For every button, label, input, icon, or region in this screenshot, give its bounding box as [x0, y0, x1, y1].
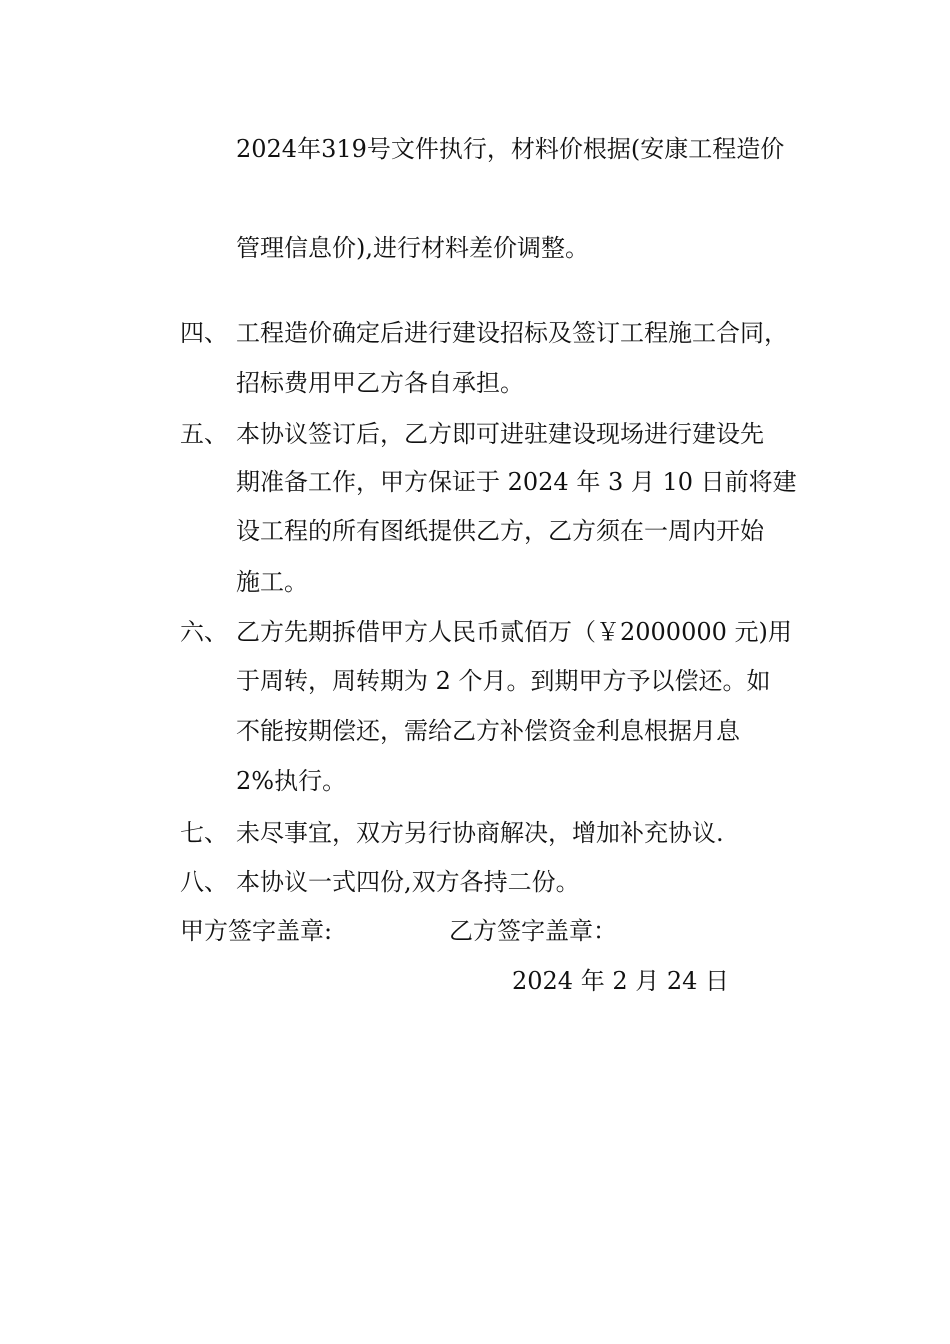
clause-5-line-3: 设工程的所有图纸提供乙方，乙方须在一周内开始: [236, 517, 764, 545]
clause-6-line-2: 于周转，周转期为 2 个月。到期甲方予以偿还。如: [236, 667, 771, 695]
clause-7-line-1: 未尽事宜，双方另行协商解决，增加补充协议.: [236, 819, 724, 847]
signing-date: 2024 年 2 月 24 日: [512, 967, 730, 995]
clause-5-line-2: 期准备工作，甲方保证于 2024 年 3 月 10 日前将建: [236, 468, 797, 496]
continuation-line-1: 2024年319号文件执行，材料价根据(安康工程造价: [236, 135, 785, 163]
party-a-signature-label: 甲方签字盖章:: [180, 917, 333, 945]
clause-6-line-1: 乙方先期拆借甲方人民币贰佰万（￥2000000 元)用: [236, 618, 792, 646]
continuation-line-2: 管理信息价),进行材料差价调整。: [236, 234, 589, 262]
clause-6-number: 六、: [180, 618, 228, 646]
clause-5-number: 五、: [180, 420, 228, 448]
party-b-signature-label: 乙方签字盖章：: [449, 917, 617, 945]
clause-8-number: 八、: [180, 868, 228, 896]
clause-7-number: 七、: [180, 819, 228, 847]
clause-4-number: 四、: [180, 319, 228, 347]
clause-5-line-4: 施工。: [236, 568, 308, 596]
clause-5-line-1: 本协议签订后，乙方即可进驻建设现场进行建设先: [236, 420, 764, 448]
clause-8-line-1: 本协议一式四份,双方各持二份。: [236, 868, 580, 896]
clause-4-line-2: 招标费用甲乙方各自承担。: [236, 369, 524, 397]
clause-4-line-1: 工程造价确定后进行建设招标及签订工程施工合同，: [236, 319, 788, 347]
clause-6-line-4: 2%执行。: [236, 767, 347, 795]
clause-6-line-3: 不能按期偿还，需给乙方补偿资金利息根据月息: [236, 717, 740, 745]
